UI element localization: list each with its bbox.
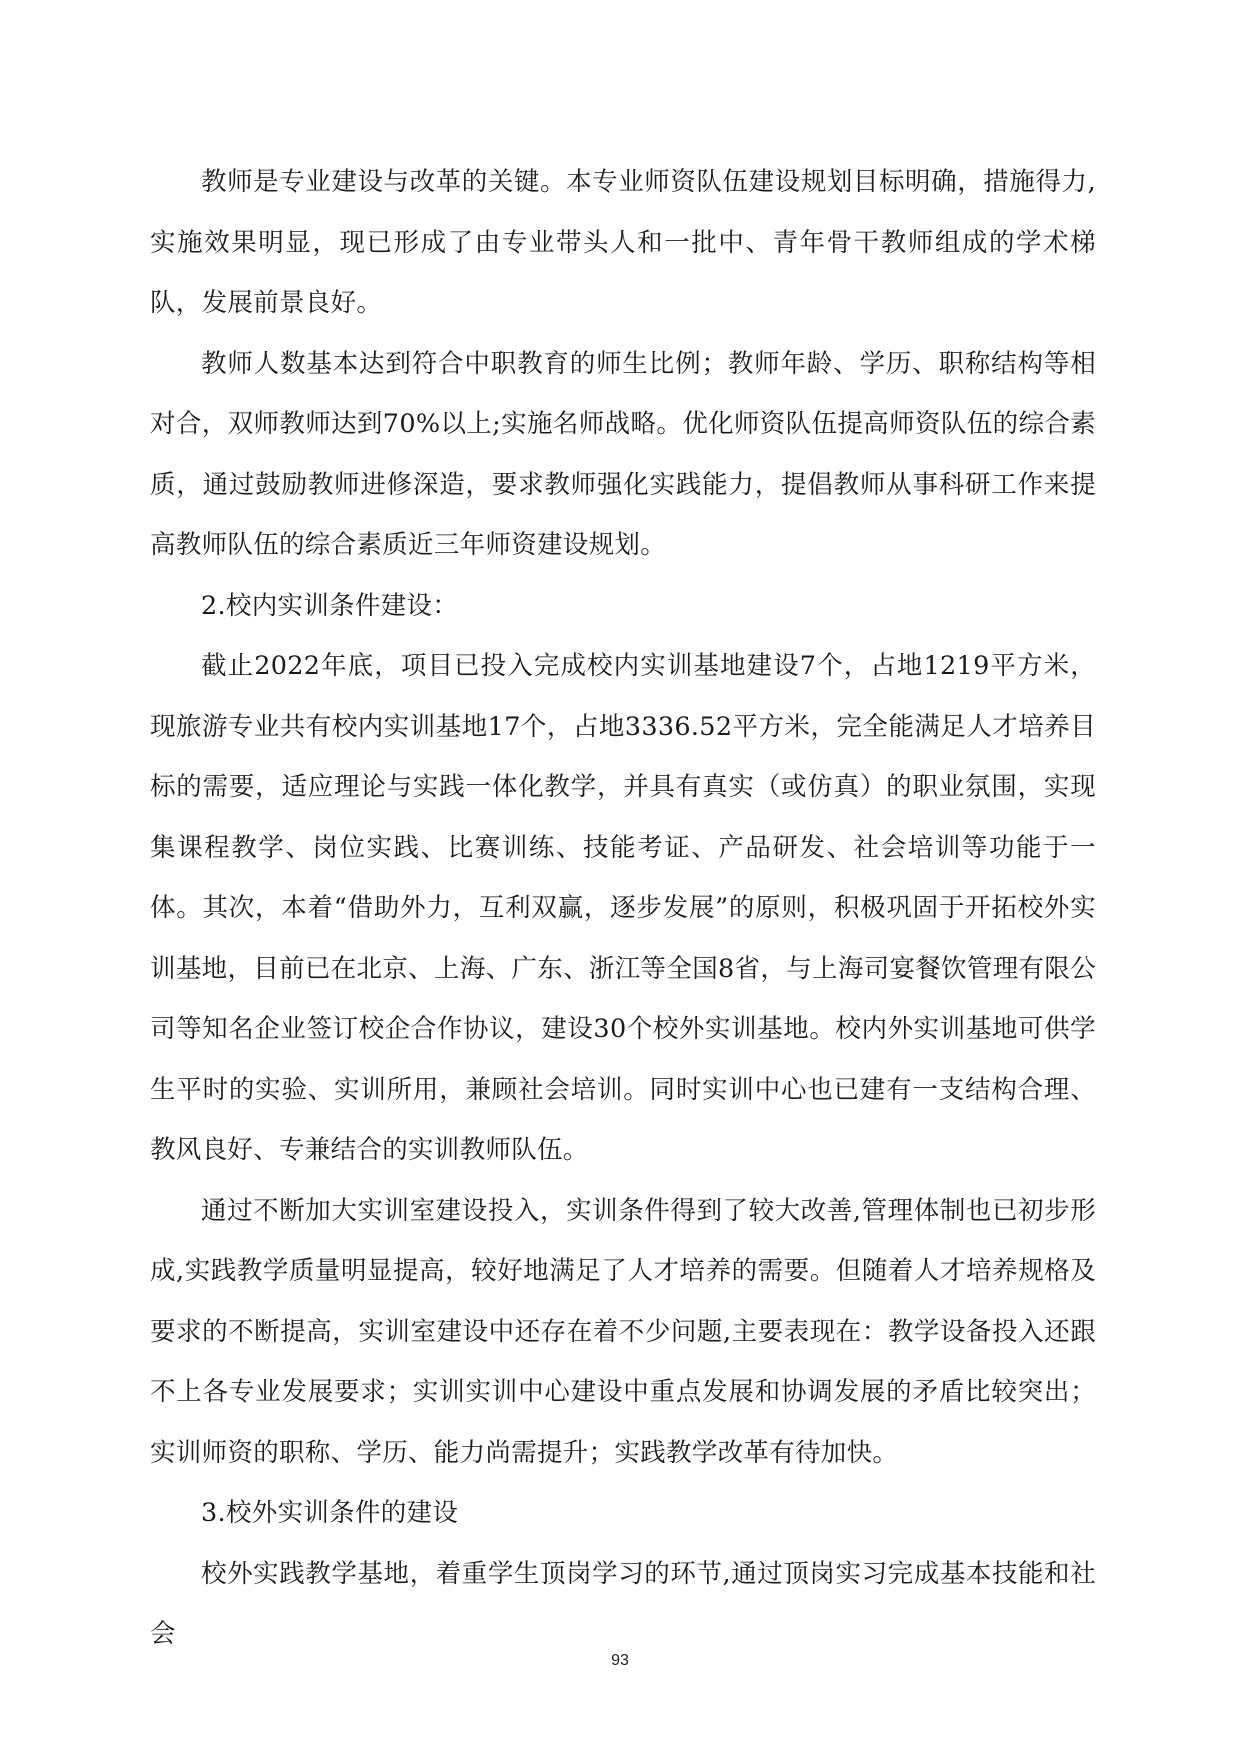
section-heading-oncampus-training: 2.校内实训条件建设： (201, 590, 459, 621)
paragraph-training-improvement: 通过不断加大实训室建设投入，实训条件得到了较大改善,管理体制也已初步形成,实践教学质量明显提高，较好地满足了人才培养的需要。但随着人才培养规格及要求的不断提高，实训室建设中还存在着不少问题,主要表现在：教学设备投入还跟不上各专业发展要求；实训实训中心建设中重点发展和协调发展的矛盾比较突出；实训师资的职称、学历、能力尚需提升；实践教学改革有待加快。 (150, 1195, 1096, 1468)
page-body (150, 152, 1096, 1665)
paragraph-teacher-ratio: 教师人数基本达到符合中职教育的师生比例；教师年龄、学历、职称结构等相对合，双师教师达到70%以上;实施名师战略。优化师资队伍提高师资队伍的综合素质，通过鼓励教师进修深造，要求教师强化实践能力，提倡教师从事科研工作来提高教师队伍的综合素质近三年师资建设规划。 (150, 348, 1096, 560)
paragraph-teacher-team: 教师是专业建设与改革的关键。本专业师资队伍建设规划目标明确，措施得力,实施效果明显，现已形成了由专业带头人和一批中、青年骨干教师组成的学术梯队，发展前景良好。 (150, 167, 1096, 318)
page-number: 93 (611, 1652, 629, 1669)
paragraph-offcampus-bases: 校外实践教学基地，着重学生顶岗学习的环节,通过顶岗实习完成基本技能和社会 (150, 1558, 1096, 1649)
paragraph-oncampus-bases: 截止2022年底，项目已投入完成校内实训基地建设7个，占地1219平方米，现旅游专业共有校内实训基地17个，占地3336.52平方米，完全能满足人才培养目标的需要，适应理论与实践一体化教学，并具有真实（或仿真）的职业氛围，实现集课程教学、岗位实践、比赛训练、技能考证、产品研发、社会培训等功能于一体。其次，本着“借助外力，互利双赢，逐步发展”的原则，积极巩固于开拓校外实训基地，目前已在北京、上海、广东、浙江等全国8省，与上海司宴餐饮管理有限公司等知名企业签订校企合作协议，建设30个校外实训基地。校内外实训基地可供学生平时的实验、实训所用，兼顾社会培训。同时实训中心也已建有一支结构合理、教风良好、专兼结合的实训教师队伍。 (150, 651, 1096, 1165)
section-heading-offcampus-training: 3.校外实训条件的建设 (201, 1498, 459, 1528)
